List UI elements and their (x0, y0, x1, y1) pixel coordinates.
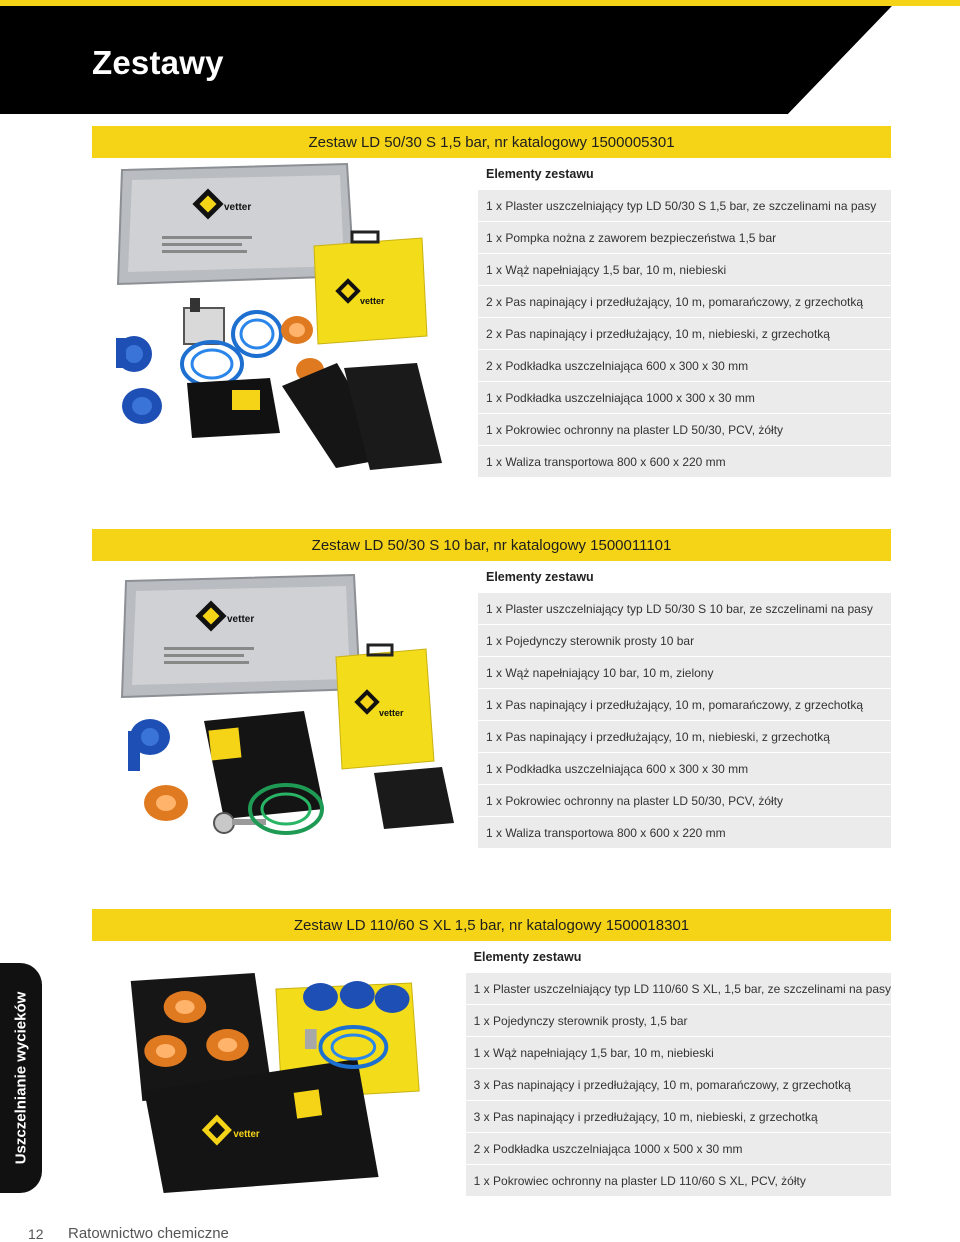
list-item: 1 x Pokrowiec ochronny na plaster LD 110/60 S XL, PCV, żółty (466, 1165, 891, 1197)
product-photo (92, 561, 478, 846)
page-title: Zestawy (92, 44, 224, 81)
list-item: 1 x Podkładka uszczelniająca 600 x 300 x 30 mm (478, 753, 891, 785)
list-item: 1 x Pokrowiec ochronny na plaster LD 50/30, PCV, żółty (478, 785, 891, 817)
items-header: Elementy zestawu (473, 950, 582, 964)
product-photo (92, 158, 478, 475)
product-photo (92, 941, 466, 1197)
list-item: 1 x Pas napinający i przedłużający, 10 m, niebieski, z grzechotką (478, 721, 891, 753)
set-items-list (478, 158, 891, 478)
set-ld-50-30-1-5-bar (92, 126, 891, 478)
list-item: 1 x Waliza transportowa 800 x 600 x 220 mm (478, 817, 891, 849)
items-header: Elementy zestawu (486, 570, 594, 584)
items-header: Elementy zestawu (486, 167, 594, 181)
set-title: Zestaw LD 50/30 S 10 bar, nr katalogowy 1500011101 (92, 529, 891, 561)
side-section-tab (0, 963, 42, 1193)
page-number: 12 (28, 1226, 44, 1242)
list-item: 1 x Pokrowiec ochronny na plaster LD 50/30, PCV, żółty (478, 414, 891, 446)
set-ld-110-60-xl (92, 909, 891, 1197)
list-item: 2 x Pas napinający i przedłużający, 10 m, pomarańczowy, z grzechotką (478, 286, 891, 318)
list-item: 3 x Pas napinający i przedłużający, 10 m, pomarańczowy, z grzechotką (466, 1069, 891, 1101)
list-item: 2 x Pas napinający i przedłużający, 10 m, niebieski, z grzechotką (478, 318, 891, 350)
list-item: 1 x Pas napinający i przedłużający, 10 m, pomarańczowy, z grzechotką (478, 689, 891, 721)
set-ld-50-30-10-bar (92, 529, 891, 849)
list-item: 1 x Plaster uszczelniający typ LD 50/30 S 10 bar, ze szczelinami na pasy (478, 593, 891, 625)
list-item: 1 x Pojedynczy sterownik prosty 10 bar (478, 625, 891, 657)
list-item: 2 x Podkładka uszczelniająca 600 x 300 x 30 mm (478, 350, 891, 382)
set-items-list (478, 561, 891, 849)
list-item: 3 x Pas napinający i przedłużający, 10 m, niebieski, z grzechotką (466, 1101, 891, 1133)
side-tab-label: Uszczelnianie wycieków (12, 991, 30, 1165)
set-items-list (466, 941, 891, 1197)
footer-section-title: Ratownictwo chemiczne (68, 1225, 229, 1242)
set-title: Zestaw LD 50/30 S 1,5 bar, nr katalogowy 1500005301 (92, 126, 891, 158)
list-item: 1 x Plaster uszczelniający typ LD 110/60 S XL, 1,5 bar, ze szczelinami na pasy (466, 973, 891, 1005)
list-item: 1 x Plaster uszczelniający typ LD 50/30 S 1,5 bar, ze szczelinami na pasy (478, 190, 891, 222)
list-item: 1 x Waliza transportowa 800 x 600 x 220 mm (478, 446, 891, 478)
list-item: 1 x Wąż napełniający 10 bar, 10 m, zielony (478, 657, 891, 689)
svg-text:vetter: vetter (360, 296, 385, 306)
set-title: Zestaw LD 110/60 S XL 1,5 bar, nr katalogowy 1500018301 (92, 909, 891, 941)
list-item: 1 x Pojedynczy sterownik prosty, 1,5 bar (466, 1005, 891, 1037)
svg-text:vetter: vetter (233, 1128, 260, 1141)
svg-text:vetter: vetter (227, 614, 255, 625)
list-item: 1 x Wąż napełniający 1,5 bar, 10 m, niebieski (466, 1037, 891, 1069)
list-item: 1 x Wąż napełniający 1,5 bar, 10 m, niebieski (478, 254, 891, 286)
list-item: 1 x Pompka nożna z zaworem bezpieczeństwa 1,5 bar (478, 222, 891, 254)
list-item: 2 x Podkładka uszczelniająca 1000 x 500 x 30 mm (466, 1133, 891, 1165)
svg-text:vetter: vetter (224, 202, 252, 213)
list-item: 1 x Podkładka uszczelniająca 1000 x 300 x 30 mm (478, 382, 891, 414)
svg-text:vetter: vetter (379, 708, 404, 718)
